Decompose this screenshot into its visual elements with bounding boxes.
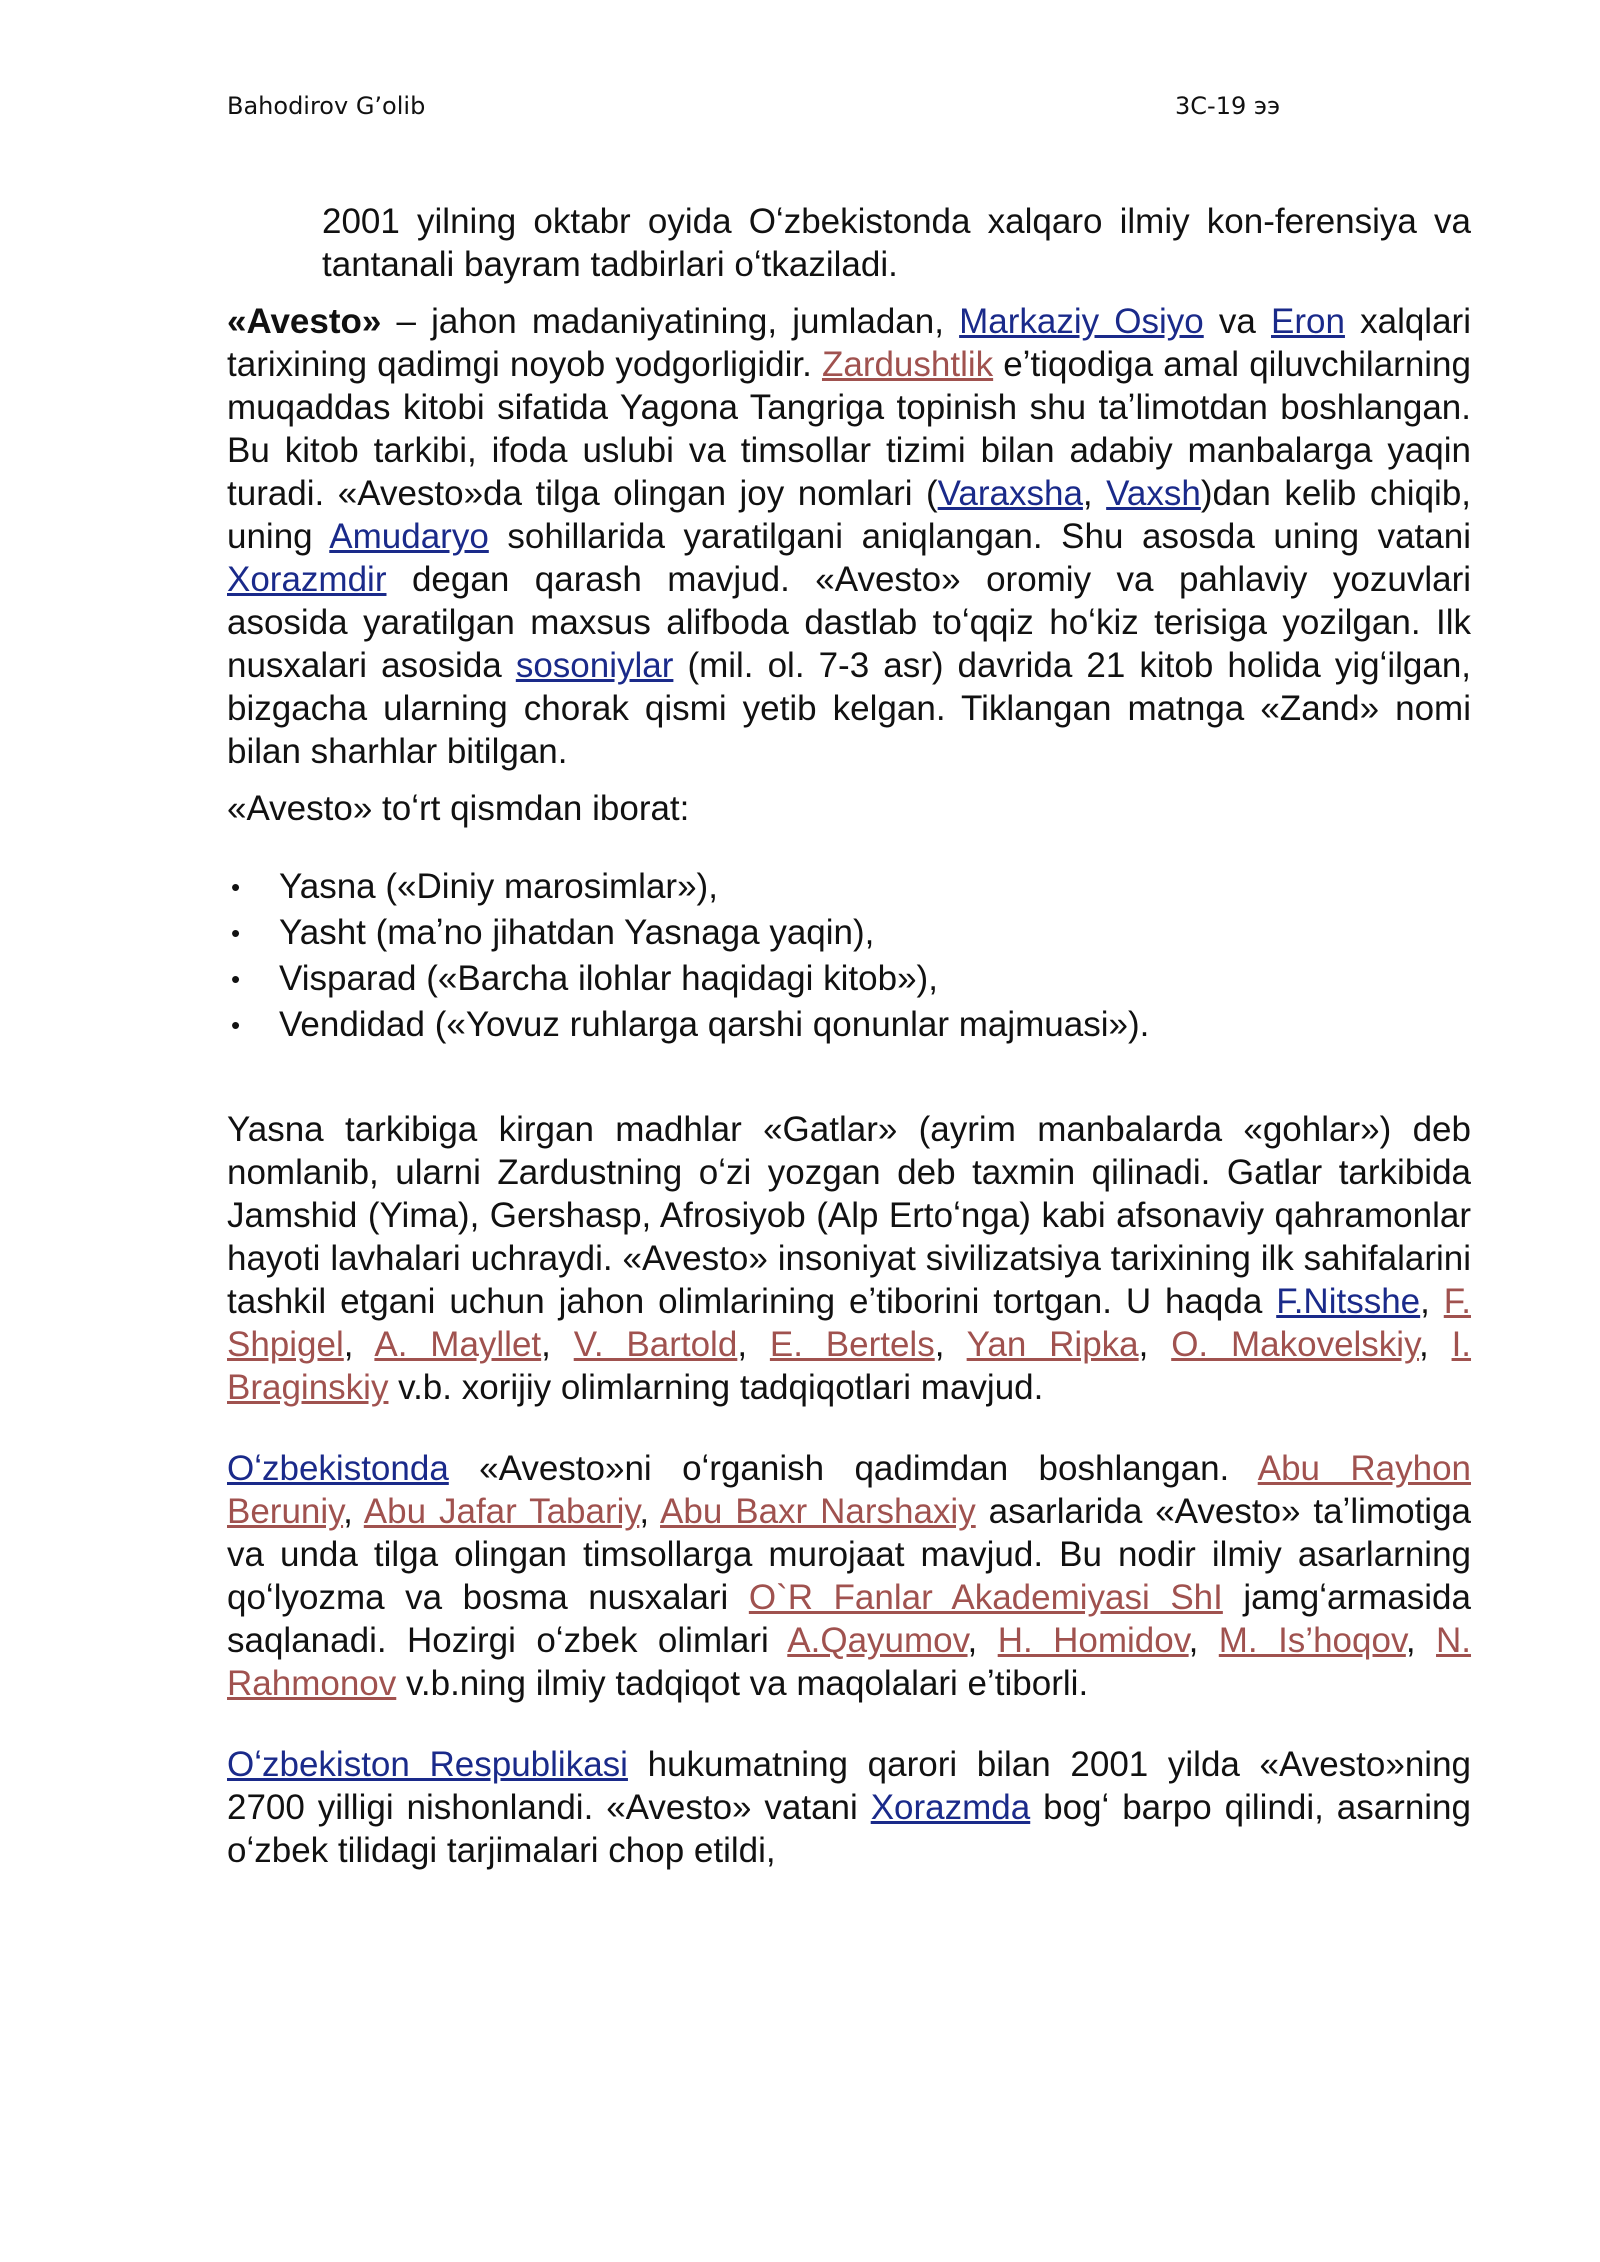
bullet-icon: • bbox=[231, 872, 241, 902]
link-mayllet[interactable]: A. Mayllet bbox=[374, 1325, 542, 1364]
link-varaxsha[interactable]: Varaxsha bbox=[937, 474, 1083, 513]
link-makovelskiy[interactable]: O. Makovelskiy bbox=[1171, 1325, 1419, 1364]
parts-list bbox=[227, 864, 1471, 1048]
list-item: • Yasht (maʼno jihatdan Yasnaga yaqin), bbox=[227, 910, 1471, 956]
link-vaxsh[interactable]: Vaxsh bbox=[1106, 474, 1201, 513]
bullet-icon: • bbox=[231, 918, 241, 948]
link-fanlar-akademiyasi[interactable]: O`R Fanlar Akademiyasi ShI bbox=[748, 1578, 1223, 1617]
link-bertels[interactable]: E. Bertels bbox=[769, 1325, 935, 1364]
link-braginskiy[interactable]: I. Braginskiy bbox=[227, 1325, 1472, 1407]
avesto-bold-title: «Avesto» bbox=[227, 302, 382, 341]
link-homidov[interactable]: H. Homidov bbox=[997, 1621, 1189, 1660]
link-ripka[interactable]: Yan Ripka bbox=[966, 1325, 1139, 1364]
list-item: • Visparad («Barcha ilohlar haqidagi kitob»), bbox=[227, 956, 1471, 1002]
link-sosoniylar[interactable]: sosoniylar bbox=[515, 646, 674, 685]
author-name: Bahodirov G’olib bbox=[227, 92, 426, 120]
link-xorazmdir[interactable]: Xorazmdir bbox=[227, 560, 387, 599]
link-amudaryo[interactable]: Amudaryo bbox=[329, 517, 489, 556]
link-tabariy[interactable]: Abu Jafar Tabariy bbox=[363, 1492, 640, 1531]
link-bartold[interactable]: V. Bartold bbox=[573, 1325, 738, 1364]
bullet-icon: • bbox=[231, 964, 241, 994]
group-code: 3C-19 ээ bbox=[1175, 92, 1281, 120]
link-qayumov[interactable]: A.Qayumov bbox=[787, 1621, 968, 1660]
link-xorazmda[interactable]: Xorazmda bbox=[870, 1788, 1031, 1827]
bullet-icon: • bbox=[231, 1010, 241, 1040]
link-markaziy-osiyo[interactable]: Markaziy Osiyo bbox=[959, 302, 1204, 341]
paragraph-conference: 2001 yilning oktabr oyida Oʻzbekistonda xalqaro ilmiy kon-ferensiya va tantanali bayram tadbirlari oʻtkaziladi. bbox=[322, 202, 1471, 284]
paragraph-anniversary: Oʻzbekiston Respublikasi hukumatning qarori bilan 2001 yilda «Avesto»ning 2700 yilligi nishonlandi. «Avesto» vatani Xorazmda bogʻ barpo qilindi, asarning oʻzbek tilidagi tarjimalari chop etildi, bbox=[227, 1745, 1471, 1870]
paragraph-yasna: Yasna tarkibiga kirgan madhlar «Gatlar» (ayrim manbalarda «gohlar») deb nomlanib, ularni Zardustning oʻzi yozgan deb taxmin qilinadi. Gatlar tarkibida Jamshid (Yima), Gershasp, Afrosiyob (Alp Ertoʻnga) kabi afsonaviy qahramonlar hayoti lavhalari uchraydi. «Avesto» insoniyat sivilizatsiya tarixining ilk sahifalarini tashkil etgani uchun jahon olimlarining eʼtiborini tortgan. U haqda F.Nitsshe, F. Shpigel, A. Mayllet, V. Bartold, E. Bertels, Yan Ripka, O. Makovelskiy, I. Braginskiy v.b. xorijiy olimlarning tadqiqotlari mavjud. bbox=[227, 1110, 1472, 1407]
paragraph-uzbek-study: Oʻzbekistonda «Avesto»ni oʻrganish qadimdan boshlangan. Abu Rayhon Beruniy, Abu Jafar Tabariy, Abu Baxr Narshaxiy asarlarida «Avesto» taʼlimotiga va unda tilga olingan timsollarga murojaat mavjud. Bu nodir ilmiy asarlarning qoʻlyozma va bosma nusxalari O`R Fanlar Akademiyasi ShI jamgʻarmasida saqlanadi. Hozirgi oʻzbek olimlari A.Qayumov, H. Homidov, M. Is’hoqov, N. Rahmonov v.b.ning ilmiy tadqiqot va maqolalari eʼtiborli. bbox=[227, 1449, 1472, 1703]
link-uzbekistonda[interactable]: Oʻzbekistonda bbox=[227, 1449, 449, 1488]
link-zardushtlik[interactable]: Zardushtlik bbox=[821, 345, 994, 384]
paragraph-four-parts: «Avesto» toʻrt qismdan iborat: bbox=[227, 789, 690, 828]
paragraph-avesto-intro: «Avesto» – jahon madaniyatining, jumladan, Markaziy Osiyo va Eron xalqlari tarixining qadimgi noyob yodgorligidir. Zardushtlik eʼtiqodiga amal qiluvchilarning muqaddas kitobi sifatida Yagona Tangriga topinish shu taʼlimotdan boshlangan. Bu kitob tarkibi, ifoda uslubi va timsollar tizimi bilan adabiy manbalarga yaqin turadi. «Avesto»da tilga olingan joy nomlari (Varaxsha, Vaxsh)dan kelib chiqib, uning Amudaryo sohillarida yaratilgani aniqlangan. Shu asosda uning vatani Xorazmdir degan qarash mavjud. «Avesto» oromiy va pahlaviy yozuvlari asosida yaratilgan maxsus alifboda dastlab toʻqqiz hoʻkiz terisiga yozilgan. Ilk nusxalari asosida sosoniylar (mil. ol. 7-3 asr) davrida 21 kitob holida yigʻilgan, bizgacha ularning chorak qismi yetib kelgan. Tiklangan matnga «Zand» nomi bilan sharhlar bitilgan. bbox=[227, 302, 1472, 771]
link-nitsshe[interactable]: F.Nitsshe bbox=[1276, 1282, 1421, 1321]
link-rahmonov[interactable]: N. Rahmonov bbox=[227, 1621, 1472, 1703]
link-respublika[interactable]: Oʻzbekiston Respublikasi bbox=[227, 1745, 628, 1784]
document-body bbox=[227, 200, 1471, 1872]
list-item: • Vendidad («Yovuz ruhlarga qarshi qonunlar majmuasi»). bbox=[227, 1002, 1471, 1048]
link-ishoqov[interactable]: M. Is’hoqov bbox=[1218, 1621, 1406, 1660]
list-item: • Yasna («Diniy marosimlar»), bbox=[227, 864, 1471, 910]
link-beruniy[interactable]: Abu Rayhon Beruniy bbox=[227, 1449, 1471, 1531]
link-narshaxiy[interactable]: Abu Baxr Narshaxiy bbox=[660, 1492, 976, 1531]
link-shpigel[interactable]: F. Shpigel bbox=[227, 1282, 1471, 1364]
link-eron[interactable]: Eron bbox=[1271, 302, 1345, 341]
